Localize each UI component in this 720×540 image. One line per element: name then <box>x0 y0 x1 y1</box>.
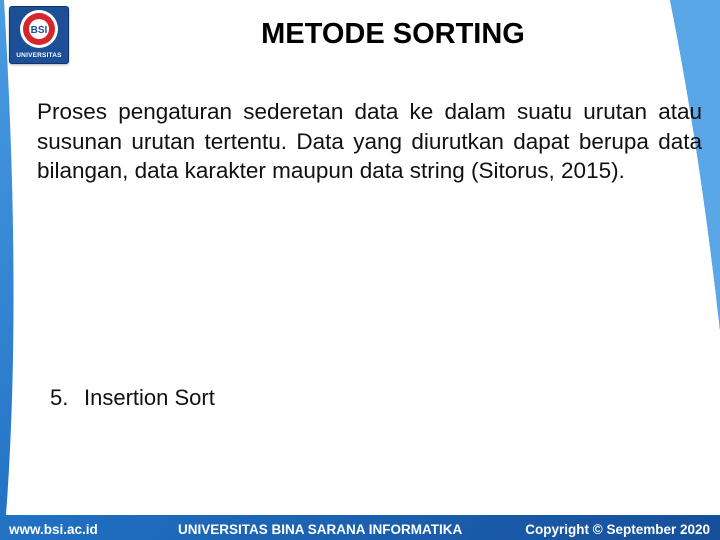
university-logo <box>9 6 69 64</box>
list-item <box>50 385 215 411</box>
list-item-number: 5. <box>50 385 69 410</box>
footer-institution: UNIVERSITAS BINA SARANA INFORMATIKA <box>178 522 463 537</box>
footer-copyright: Copyright © September 2020 <box>525 522 710 537</box>
definition-paragraph: Proses pengaturan sederetan data ke dalam suatu urutan atau susunan urutan tertentu. Data yang diurutkan dapat berupa data bilangan, data karakter maupun data string (Sitorus, 2015). <box>37 99 702 183</box>
footer-website: www.bsi.ac.id <box>9 522 98 537</box>
footer-bar <box>0 518 720 540</box>
logo-label: UNIVERSITAS <box>16 52 62 59</box>
slide-title: METODE SORTING <box>261 18 525 50</box>
svg-text:BSI: BSI <box>30 25 48 36</box>
list-item-label: Insertion Sort <box>84 385 215 410</box>
